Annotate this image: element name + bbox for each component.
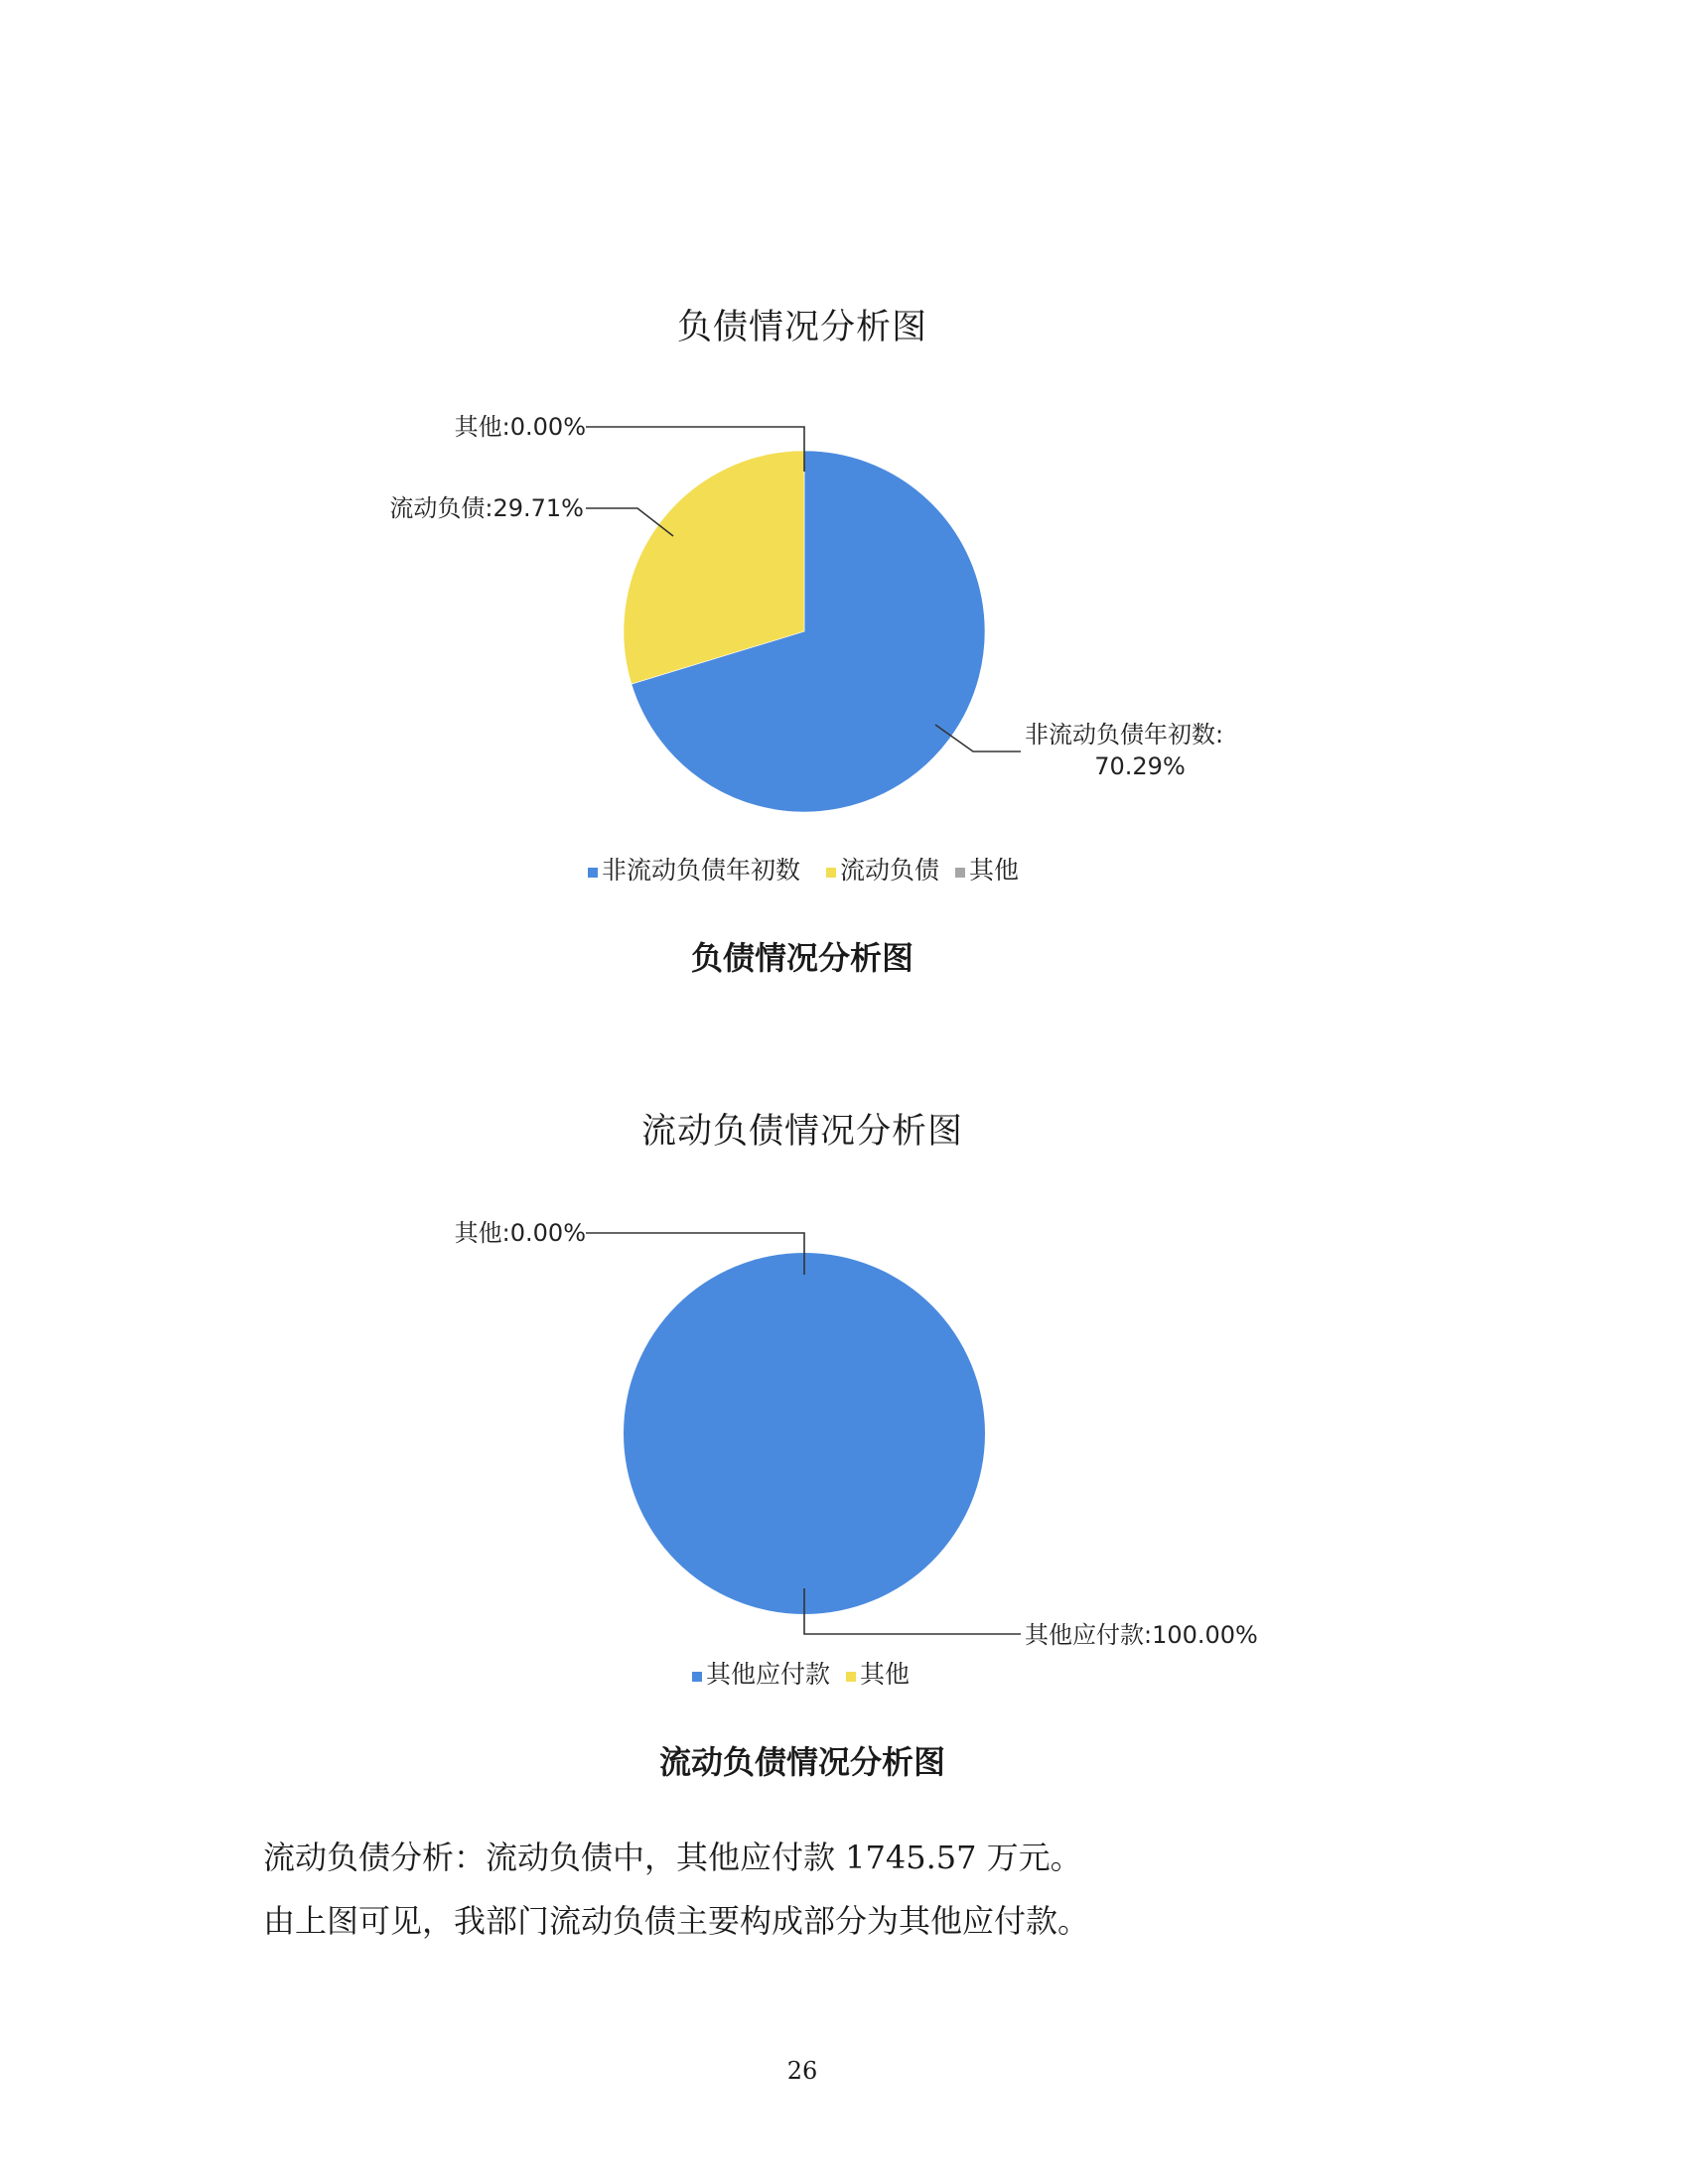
chart2-title: 流动负债情况分析图 [640, 1112, 963, 1152]
chart2-legend-other: 其他 [860, 1660, 911, 1689]
chart2-caption: 流动负债情况分析图 [658, 1743, 945, 1781]
chart1-label-noncurrent-pct: 70.29% [1094, 752, 1186, 780]
chart2-label-payables: 其他应付款:100.00% [1025, 1621, 1258, 1649]
chart1-label-current: 流动负债:29.71% [389, 494, 584, 522]
chart2-legend-payables: 其他应付款 [706, 1660, 831, 1689]
chart1-legend-other: 其他 [969, 856, 1020, 885]
chart2-pie [624, 1253, 985, 1614]
chart2-legend-swatch-payables [692, 1672, 702, 1682]
chart1-legend-noncurrent: 非流动负债年初数 [602, 856, 801, 885]
chart1-caption: 负债情况分析图 [690, 939, 914, 977]
chart1-label-other: 其他:0.00% [454, 413, 586, 441]
chart1-legend-current: 流动负债 [840, 856, 940, 885]
analysis-paragraph: 流动负债分析：流动负债中，其他应付款 1745.57 万元。 [263, 1839, 1082, 1876]
chart1-title: 负债情况分析图 [676, 308, 927, 347]
chart1-label-noncurrent: 非流动负债年初数: [1025, 721, 1224, 749]
conclusion-paragraph: 由上图可见，我部门流动负债主要构成部分为其他应付款。 [263, 1902, 1090, 1940]
page-number: 26 [786, 2057, 818, 2085]
chart2-legend-swatch-other [846, 1672, 856, 1682]
chart2-label-other: 其他:0.00% [454, 1219, 586, 1247]
